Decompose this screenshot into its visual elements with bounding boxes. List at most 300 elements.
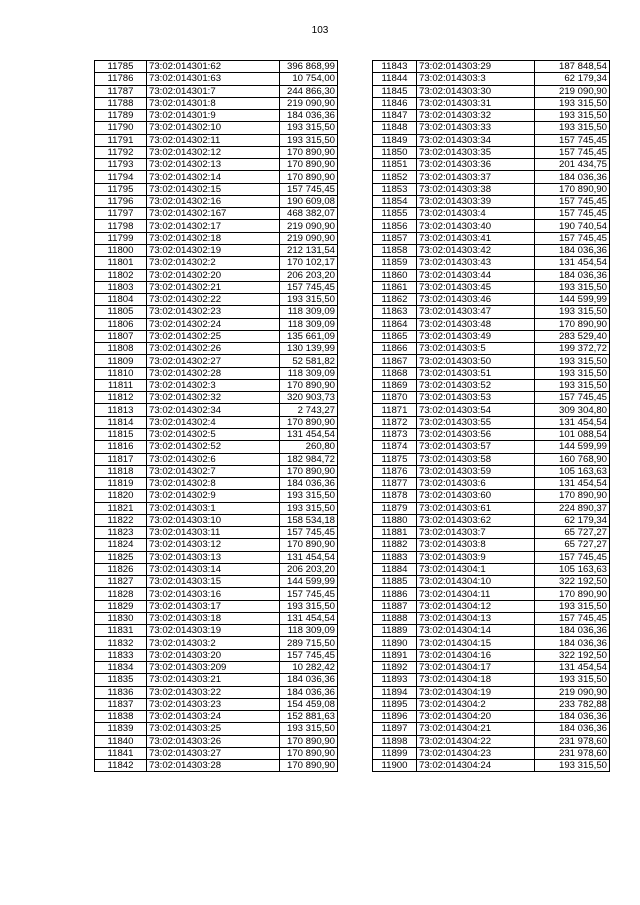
cadastral-number: 73:02:014303:21	[147, 674, 280, 686]
table-row	[373, 318, 610, 330]
cadastral-value: 184 036,36	[535, 637, 610, 649]
row-number: 11788	[95, 97, 147, 109]
cadastral-value: 206 203,20	[280, 563, 338, 575]
cadastral-number: 73:02:014302:16	[147, 195, 280, 207]
cadastral-number: 73:02:014302:13	[147, 159, 280, 171]
cadastral-value: 62 179,34	[535, 73, 610, 85]
table-row	[373, 686, 610, 698]
table-row	[95, 735, 338, 747]
cadastral-value: 193 315,50	[280, 294, 338, 306]
cadastral-value: 131 454,54	[280, 612, 338, 624]
cadastral-value: 157 745,45	[535, 392, 610, 404]
cadastral-value: 157 745,45	[535, 612, 610, 624]
table-row	[373, 281, 610, 293]
row-number: 11804	[95, 294, 147, 306]
cadastral-number: 73:02:014302:12	[147, 146, 280, 158]
cadastral-number: 73:02:014303:14	[147, 563, 280, 575]
cadastral-value: 158 534,18	[280, 514, 338, 526]
row-number: 11851	[373, 159, 417, 171]
row-number: 11839	[95, 723, 147, 735]
cadastral-number: 73:02:014303:18	[147, 612, 280, 624]
table-row	[373, 760, 610, 772]
table-row	[95, 85, 338, 97]
cadastral-number: 73:02:014303:55	[417, 416, 535, 428]
cadastral-number: 73:02:014303:44	[417, 269, 535, 281]
row-number: 11812	[95, 392, 147, 404]
row-number: 11806	[95, 318, 147, 330]
cadastral-value: 224 890,37	[535, 502, 610, 514]
row-number: 11872	[373, 416, 417, 428]
cadastral-number: 73:02:014302:34	[147, 404, 280, 416]
row-number: 11796	[95, 195, 147, 207]
cadastral-number: 73:02:014303:6	[417, 478, 535, 490]
cadastral-value: 130 139,99	[280, 343, 338, 355]
cadastral-number: 73:02:014304:13	[417, 612, 535, 624]
row-number: 11786	[95, 73, 147, 85]
cadastral-number: 73:02:014304:2	[417, 698, 535, 710]
cadastral-value: 131 454,54	[535, 416, 610, 428]
table-row	[95, 490, 338, 502]
row-number: 11865	[373, 330, 417, 342]
cadastral-number: 73:02:014301:62	[147, 61, 280, 73]
cadastral-value: 157 745,45	[535, 208, 610, 220]
table-row	[373, 711, 610, 723]
table-row	[95, 760, 338, 772]
cadastral-value: 289 715,50	[280, 637, 338, 649]
row-number: 11856	[373, 220, 417, 232]
row-number: 11870	[373, 392, 417, 404]
table-row	[373, 392, 610, 404]
cadastral-number: 73:02:014303:58	[417, 453, 535, 465]
cadastral-number: 73:02:014304:14	[417, 625, 535, 637]
cadastral-value: 231 978,60	[535, 735, 610, 747]
row-number: 11887	[373, 600, 417, 612]
row-number: 11791	[95, 134, 147, 146]
cadastral-number: 73:02:014304:23	[417, 747, 535, 759]
table-row	[373, 698, 610, 710]
row-number: 11826	[95, 563, 147, 575]
table-row	[95, 478, 338, 490]
row-number: 11875	[373, 453, 417, 465]
cadastral-value: 193 315,50	[535, 674, 610, 686]
cadastral-number: 73:02:014304:16	[417, 649, 535, 661]
cadastral-number: 73:02:014303:27	[147, 747, 280, 759]
cadastral-number: 73:02:014304:1	[417, 563, 535, 575]
cadastral-value: 184 036,36	[535, 711, 610, 723]
row-number: 11860	[373, 269, 417, 281]
table-row	[373, 73, 610, 85]
table-row	[373, 576, 610, 588]
table-row	[95, 588, 338, 600]
cadastral-number: 73:02:014303:4	[417, 208, 535, 220]
cadastral-number: 73:02:014303:34	[417, 134, 535, 146]
cadastral-value: 193 315,50	[535, 355, 610, 367]
table-row	[95, 576, 338, 588]
cadastral-number: 73:02:014302:24	[147, 318, 280, 330]
cadastral-number: 73:02:014303:10	[147, 514, 280, 526]
cadastral-value: 184 036,36	[280, 110, 338, 122]
cadastral-number: 73:02:014303:45	[417, 281, 535, 293]
cadastral-value: 157 745,45	[280, 588, 338, 600]
table-row	[95, 441, 338, 453]
cadastral-value: 170 890,90	[280, 465, 338, 477]
cadastral-value: 154 459,08	[280, 698, 338, 710]
cadastral-number: 73:02:014303:51	[417, 367, 535, 379]
row-number: 11892	[373, 662, 417, 674]
cadastral-number: 73:02:014303:22	[147, 686, 280, 698]
cadastral-number: 73:02:014302:2	[147, 257, 280, 269]
row-number: 11818	[95, 465, 147, 477]
table-row	[373, 527, 610, 539]
cadastral-value: 52 581,82	[280, 355, 338, 367]
row-number: 11797	[95, 208, 147, 220]
row-number: 11900	[373, 760, 417, 772]
cadastral-number: 73:02:014303:52	[417, 379, 535, 391]
row-number: 11861	[373, 281, 417, 293]
row-number: 11886	[373, 588, 417, 600]
cadastral-value: 206 203,20	[280, 269, 338, 281]
cadastral-value: 219 090,90	[280, 97, 338, 109]
row-number: 11799	[95, 232, 147, 244]
row-number: 11811	[95, 379, 147, 391]
cadastral-value: 160 768,90	[535, 453, 610, 465]
row-number: 11846	[373, 97, 417, 109]
cadastral-value: 65 727,27	[535, 539, 610, 551]
row-number: 11801	[95, 257, 147, 269]
cadastral-value: 157 745,45	[535, 551, 610, 563]
row-number: 11831	[95, 625, 147, 637]
table-row	[373, 662, 610, 674]
cadastral-value: 157 745,45	[280, 183, 338, 195]
cadastral-number: 73:02:014303:54	[417, 404, 535, 416]
row-number: 11793	[95, 159, 147, 171]
table-row	[373, 232, 610, 244]
cadastral-number: 73:02:014303:5	[417, 343, 535, 355]
row-number: 11832	[95, 637, 147, 649]
cadastral-value: 260,80	[280, 441, 338, 453]
table-row	[373, 612, 610, 624]
cadastral-value: 184 036,36	[280, 674, 338, 686]
row-number: 11808	[95, 343, 147, 355]
cadastral-value: 2 743,27	[280, 404, 338, 416]
row-number: 11855	[373, 208, 417, 220]
cadastral-number: 73:02:014302:9	[147, 490, 280, 502]
row-number: 11816	[95, 441, 147, 453]
cadastral-value: 170 890,90	[280, 416, 338, 428]
cadastral-number: 73:02:014302:32	[147, 392, 280, 404]
cadastral-number: 73:02:014303:24	[147, 711, 280, 723]
cadastral-number: 73:02:014304:21	[417, 723, 535, 735]
row-number: 11792	[95, 146, 147, 158]
row-number: 11843	[373, 61, 417, 73]
row-number: 11835	[95, 674, 147, 686]
cadastral-value: 144 599,99	[280, 576, 338, 588]
row-number: 11790	[95, 122, 147, 134]
cadastral-number: 73:02:014303:38	[417, 183, 535, 195]
row-number: 11885	[373, 576, 417, 588]
cadastral-value: 184 036,36	[535, 723, 610, 735]
row-number: 11848	[373, 122, 417, 134]
table-row	[95, 428, 338, 440]
table-row	[95, 539, 338, 551]
register-table-left	[94, 60, 338, 772]
cadastral-value: 231 978,60	[535, 747, 610, 759]
cadastral-value: 152 881,63	[280, 711, 338, 723]
row-number: 11794	[95, 171, 147, 183]
table-row	[373, 490, 610, 502]
row-number: 11827	[95, 576, 147, 588]
cadastral-number: 73:02:014303:20	[147, 649, 280, 661]
cadastral-number: 73:02:014303:1	[147, 502, 280, 514]
cadastral-value: 283 529,40	[535, 330, 610, 342]
cadastral-value: 193 315,50	[280, 122, 338, 134]
row-number: 11800	[95, 244, 147, 256]
cadastral-number: 73:02:014303:23	[147, 698, 280, 710]
cadastral-value: 118 309,09	[280, 306, 338, 318]
table-row	[373, 208, 610, 220]
row-number: 11854	[373, 195, 417, 207]
cadastral-number: 73:02:014304:20	[417, 711, 535, 723]
row-number: 11828	[95, 588, 147, 600]
table-row	[95, 514, 338, 526]
cadastral-value: 10 754,00	[280, 73, 338, 85]
cadastral-number: 73:02:014302:5	[147, 428, 280, 440]
cadastral-number: 73:02:014303:11	[147, 527, 280, 539]
cadastral-value: 170 890,90	[280, 760, 338, 772]
cadastral-number: 73:02:014303:43	[417, 257, 535, 269]
row-number: 11842	[95, 760, 147, 772]
row-number: 11850	[373, 146, 417, 158]
cadastral-number: 73:02:014302:26	[147, 343, 280, 355]
table-row	[95, 195, 338, 207]
cadastral-value: 170 890,90	[280, 159, 338, 171]
row-number: 11895	[373, 698, 417, 710]
cadastral-number: 73:02:014302:23	[147, 306, 280, 318]
cadastral-value: 62 179,34	[535, 514, 610, 526]
cadastral-number: 73:02:014303:19	[147, 625, 280, 637]
cadastral-value: 193 315,50	[535, 760, 610, 772]
cadastral-value: 193 315,50	[280, 600, 338, 612]
cadastral-number: 73:02:014303:36	[417, 159, 535, 171]
table-row	[95, 674, 338, 686]
cadastral-value: 201 434,75	[535, 159, 610, 171]
table-row	[95, 527, 338, 539]
cadastral-value: 184 036,36	[535, 269, 610, 281]
cadastral-value: 118 309,09	[280, 367, 338, 379]
cadastral-value: 157 745,45	[280, 649, 338, 661]
table-row	[373, 441, 610, 453]
cadastral-value: 309 304,80	[535, 404, 610, 416]
table-row	[95, 343, 338, 355]
cadastral-value: 170 890,90	[280, 379, 338, 391]
row-number: 11830	[95, 612, 147, 624]
table-row	[373, 649, 610, 661]
cadastral-number: 73:02:014303:29	[417, 61, 535, 73]
row-number: 11836	[95, 686, 147, 698]
table-row	[373, 600, 610, 612]
row-number: 11802	[95, 269, 147, 281]
row-number: 11889	[373, 625, 417, 637]
row-number: 11878	[373, 490, 417, 502]
table-row	[95, 355, 338, 367]
cadastral-value: 135 661,09	[280, 330, 338, 342]
cadastral-value: 157 745,45	[535, 146, 610, 158]
table-row	[95, 747, 338, 759]
cadastral-value: 131 454,54	[280, 551, 338, 563]
cadastral-number: 73:02:014302:20	[147, 269, 280, 281]
cadastral-number: 73:02:014301:9	[147, 110, 280, 122]
cadastral-value: 101 088,54	[535, 428, 610, 440]
cadastral-number: 73:02:014302:10	[147, 122, 280, 134]
table-row	[373, 637, 610, 649]
cadastral-value: 184 036,36	[280, 478, 338, 490]
row-number: 11845	[373, 85, 417, 97]
row-number: 11863	[373, 306, 417, 318]
table-row	[373, 306, 610, 318]
cadastral-value: 105 163,63	[535, 465, 610, 477]
table-row	[95, 551, 338, 563]
row-number: 11825	[95, 551, 147, 563]
cadastral-value: 182 984,72	[280, 453, 338, 465]
row-number: 11844	[373, 73, 417, 85]
row-number: 11849	[373, 134, 417, 146]
row-number: 11805	[95, 306, 147, 318]
cadastral-value: 193 315,50	[535, 110, 610, 122]
cadastral-value: 468 382,07	[280, 208, 338, 220]
table-row	[95, 698, 338, 710]
table-row	[95, 625, 338, 637]
table-row	[95, 416, 338, 428]
table-row	[95, 318, 338, 330]
cadastral-value: 157 745,45	[535, 195, 610, 207]
row-number: 11884	[373, 563, 417, 575]
table-row	[373, 367, 610, 379]
cadastral-number: 73:02:014303:39	[417, 195, 535, 207]
row-number: 11807	[95, 330, 147, 342]
table-row	[373, 625, 610, 637]
table-row	[95, 146, 338, 158]
table-row	[373, 159, 610, 171]
table-row	[95, 281, 338, 293]
cadastral-value: 170 890,90	[280, 171, 338, 183]
row-number: 11873	[373, 428, 417, 440]
table-row	[95, 367, 338, 379]
table-row	[373, 244, 610, 256]
row-number: 11858	[373, 244, 417, 256]
cadastral-number: 73:02:014304:17	[417, 662, 535, 674]
cadastral-number: 73:02:014303:33	[417, 122, 535, 134]
table-row	[373, 171, 610, 183]
row-number: 11814	[95, 416, 147, 428]
cadastral-value: 322 192,50	[535, 576, 610, 588]
table-row	[95, 686, 338, 698]
cadastral-value: 244 866,30	[280, 85, 338, 97]
cadastral-number: 73:02:014304:24	[417, 760, 535, 772]
cadastral-value: 219 090,90	[280, 232, 338, 244]
row-number: 11888	[373, 612, 417, 624]
table-row	[95, 600, 338, 612]
row-number: 11822	[95, 514, 147, 526]
cadastral-number: 73:02:014303:56	[417, 428, 535, 440]
row-number: 11893	[373, 674, 417, 686]
cadastral-number: 73:02:014303:12	[147, 539, 280, 551]
table-row	[95, 159, 338, 171]
table-row	[373, 97, 610, 109]
cadastral-number: 73:02:014303:42	[417, 244, 535, 256]
cadastral-value: 105 163,63	[535, 563, 610, 575]
cadastral-value: 193 315,50	[535, 379, 610, 391]
row-number: 11785	[95, 61, 147, 73]
table-row	[373, 478, 610, 490]
table-row	[373, 723, 610, 735]
cadastral-value: 193 315,50	[280, 134, 338, 146]
table-row	[373, 269, 610, 281]
row-number: 11815	[95, 428, 147, 440]
row-number: 11841	[95, 747, 147, 759]
cadastral-number: 73:02:014303:30	[417, 85, 535, 97]
table-row	[373, 61, 610, 73]
cadastral-number: 73:02:014303:9	[417, 551, 535, 563]
row-number: 11897	[373, 723, 417, 735]
register-table-right	[372, 60, 610, 772]
cadastral-number: 73:02:014302:6	[147, 453, 280, 465]
cadastral-number: 73:02:014303:60	[417, 490, 535, 502]
cadastral-value: 396 868,99	[280, 61, 338, 73]
cadastral-number: 73:02:014304:18	[417, 674, 535, 686]
row-number: 11852	[373, 171, 417, 183]
table-row	[95, 134, 338, 146]
row-number: 11883	[373, 551, 417, 563]
cadastral-value: 193 315,50	[535, 122, 610, 134]
table-row	[373, 355, 610, 367]
cadastral-value: 193 315,50	[280, 502, 338, 514]
cadastral-number: 73:02:014302:25	[147, 330, 280, 342]
table-row	[373, 379, 610, 391]
cadastral-number: 73:02:014302:19	[147, 244, 280, 256]
cadastral-number: 73:02:014302:4	[147, 416, 280, 428]
cadastral-number: 73:02:014302:17	[147, 220, 280, 232]
row-number: 11840	[95, 735, 147, 747]
row-number: 11874	[373, 441, 417, 453]
cadastral-number: 73:02:014302:167	[147, 208, 280, 220]
table-row	[373, 257, 610, 269]
table-row	[95, 61, 338, 73]
cadastral-value: 157 745,45	[280, 527, 338, 539]
cadastral-number: 73:02:014304:10	[417, 576, 535, 588]
cadastral-value: 193 315,50	[535, 600, 610, 612]
row-number: 11853	[373, 183, 417, 195]
cadastral-value: 322 192,50	[535, 649, 610, 661]
table-row	[95, 711, 338, 723]
row-number: 11877	[373, 478, 417, 490]
table-row	[95, 294, 338, 306]
table-row	[95, 110, 338, 122]
row-number: 11871	[373, 404, 417, 416]
table-row	[373, 183, 610, 195]
table-row	[373, 502, 610, 514]
cadastral-value: 193 315,50	[535, 281, 610, 293]
row-number: 11866	[373, 343, 417, 355]
cadastral-value: 193 315,50	[280, 490, 338, 502]
cadastral-number: 73:02:014303:46	[417, 294, 535, 306]
cadastral-number: 73:02:014304:22	[417, 735, 535, 747]
cadastral-value: 131 454,54	[535, 257, 610, 269]
cadastral-number: 73:02:014303:26	[147, 735, 280, 747]
row-number: 11837	[95, 698, 147, 710]
table-row	[95, 612, 338, 624]
table-row	[373, 453, 610, 465]
cadastral-number: 73:02:014303:35	[417, 146, 535, 158]
